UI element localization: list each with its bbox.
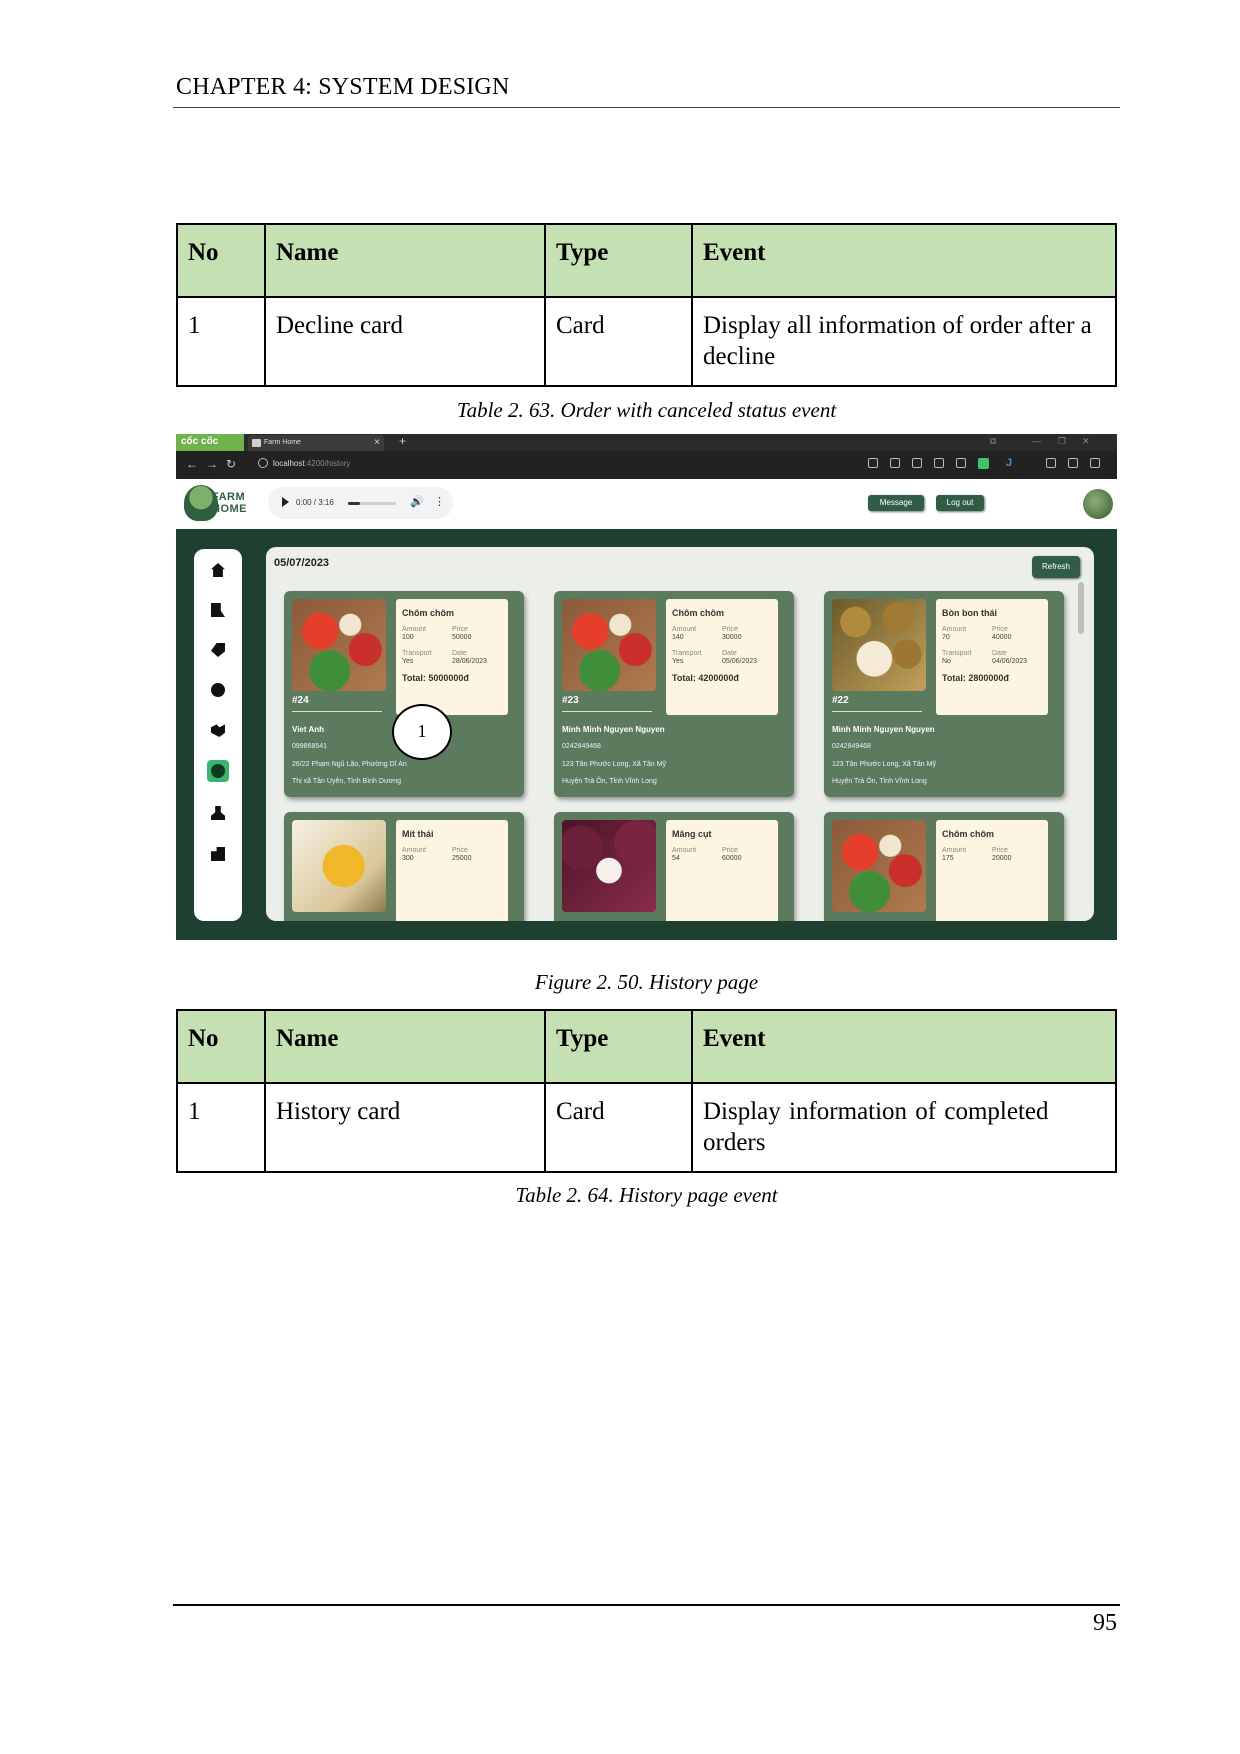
amount-value: 175	[942, 855, 954, 862]
transport-value: No	[942, 658, 951, 665]
tab-title: Farm Home	[264, 439, 301, 446]
history-date: 05/07/2023	[274, 557, 330, 569]
history-card[interactable]	[824, 591, 1064, 797]
product-name: Chôm chôm	[402, 608, 455, 618]
price-value: 30000	[722, 634, 742, 641]
avatar[interactable]	[1083, 489, 1113, 519]
buyer-phone: 099868541	[292, 743, 328, 750]
minimize-icon[interactable]: —	[1032, 436, 1041, 446]
table1-caption: Table 2. 63. Order with canceled status event	[456, 398, 837, 422]
browser-tab-bar	[176, 434, 1117, 451]
buyer-address-line2: Huyện Trà Ôn, Tỉnh Vĩnh Long	[832, 778, 927, 785]
cell-type: Card	[545, 1083, 692, 1172]
price-label: Price	[452, 847, 468, 854]
price-label: Price	[452, 626, 468, 633]
cell-no: 1	[177, 1083, 265, 1172]
site-info-icon[interactable]	[258, 458, 268, 468]
night-mode-icon[interactable]	[934, 458, 944, 468]
order-info-box	[666, 820, 778, 921]
buyer-address-line1: 123 Tân Phước Long, Xã Tân Mỹ	[562, 761, 666, 768]
cell-event: Display all information of order after a decline	[692, 297, 1116, 386]
amount-value: 140	[672, 634, 684, 641]
audio-progress-fill	[348, 502, 360, 505]
new-tab-icon[interactable]: +	[399, 434, 407, 448]
product-name: Bòn bon thái	[942, 608, 997, 618]
amount-value: 70	[942, 634, 950, 641]
order-info-box	[396, 599, 508, 715]
price-label: Price	[722, 626, 738, 633]
amount-value: 300	[402, 855, 414, 862]
col-event-header: Event	[692, 224, 1116, 297]
history-card[interactable]	[824, 812, 1064, 921]
app-header	[176, 479, 1117, 529]
audio-player	[268, 487, 453, 519]
history-page-screenshot	[176, 434, 1117, 940]
maximize-icon[interactable]: ❐	[1058, 436, 1067, 446]
amount-label: Amount	[402, 626, 427, 633]
close-icon[interactable]: ×	[374, 437, 380, 448]
extensions-icon[interactable]	[1046, 458, 1056, 468]
figure-caption: Figure 2. 50. History page	[534, 970, 759, 994]
date-value: 04/06/2023	[992, 658, 1028, 665]
history-event-table	[176, 1009, 1117, 1173]
table-header-row	[177, 1010, 1116, 1083]
back-icon[interactable]: ←	[186, 457, 198, 471]
product-name: Măng cụt	[672, 829, 712, 839]
order-info-box	[396, 820, 508, 921]
col-name-header: Name	[265, 1010, 545, 1083]
amount-value: 54	[672, 855, 680, 862]
play-icon[interactable]	[282, 497, 289, 507]
buyer-address-line1: 26/22 Phạm Ngũ Lão, Phường Dĩ An	[292, 761, 407, 768]
col-no-header: No	[177, 224, 265, 297]
order-info-box	[936, 820, 1048, 921]
col-name-header: Name	[265, 224, 545, 297]
favicon-icon	[252, 439, 261, 447]
order-info-box	[666, 599, 778, 715]
rambutan-image	[292, 599, 386, 691]
table2-caption: Table 2. 64. History page event	[515, 1183, 778, 1207]
order-total: Total: 2800000đ	[942, 673, 1009, 683]
divider	[832, 711, 922, 712]
product-name: Chôm chôm	[942, 829, 995, 839]
history-card[interactable]	[284, 812, 524, 921]
cell-event: Display information of completed orders	[692, 1083, 1116, 1172]
transport-label: Transport	[672, 650, 702, 657]
close-window-icon[interactable]: ✕	[1082, 436, 1090, 446]
order-info-box	[936, 599, 1048, 715]
reload-icon[interactable]: ↻	[226, 457, 237, 471]
star-icon[interactable]	[912, 458, 922, 468]
logo-text: FARM HOME	[212, 491, 247, 515]
history-card[interactable]	[554, 812, 794, 921]
forward-icon[interactable]: →	[206, 457, 218, 471]
date-value: 05/06/2023	[722, 658, 758, 665]
buyer-name: Viet Anh	[292, 725, 325, 734]
order-id: #23	[562, 695, 579, 706]
scrollbar-thumb[interactable]	[1078, 582, 1084, 634]
audio-time: 0:00 / 3:16	[296, 498, 334, 507]
news-icon[interactable]	[207, 843, 229, 865]
price-label: Price	[992, 626, 1008, 633]
user-icon[interactable]	[207, 802, 229, 824]
product-name: Mít thái	[402, 829, 434, 839]
document-search-icon[interactable]	[207, 599, 229, 621]
mangosteen-image	[562, 820, 656, 912]
history-card[interactable]	[554, 591, 794, 797]
price-label: Price	[722, 847, 738, 854]
amount-label: Amount	[942, 626, 967, 633]
date-label: Date	[722, 650, 737, 657]
tab-search-icon[interactable]: ⧉	[990, 436, 997, 446]
transport-label: Transport	[942, 650, 972, 657]
share-icon[interactable]	[890, 458, 900, 468]
price-value: 20000	[992, 855, 1012, 862]
rambutan-image	[832, 820, 926, 912]
more-options-icon[interactable]: ⋮	[434, 496, 445, 508]
profile-icon[interactable]	[1068, 458, 1078, 468]
price-label: Price	[992, 847, 1008, 854]
shield-icon[interactable]	[956, 458, 966, 468]
cell-name: Decline card	[265, 297, 545, 386]
price-value: 25000	[452, 855, 472, 862]
date-value: 28/06/2023	[452, 658, 488, 665]
amount-label: Amount	[942, 847, 967, 854]
order-total: Total: 5000000đ	[402, 673, 469, 683]
amount-label: Amount	[672, 847, 697, 854]
header-rule	[173, 107, 1120, 108]
col-type-header: Type	[545, 224, 692, 297]
handshake-icon[interactable]	[207, 719, 229, 741]
transport-label: Transport	[402, 650, 432, 657]
buyer-address-line2: Huyện Trà Ôn, Tỉnh Vĩnh Long	[562, 778, 657, 785]
price-value: 50000	[452, 634, 472, 641]
table-header-row	[177, 224, 1116, 297]
address-bar	[176, 451, 1117, 479]
browser-tab[interactable]	[248, 435, 384, 451]
order-total: Total: 4200000đ	[672, 673, 739, 683]
table-row	[177, 1083, 1116, 1172]
col-no-header: No	[177, 1010, 265, 1083]
date-label: Date	[992, 650, 1007, 657]
download-extension-icon[interactable]	[978, 458, 989, 469]
refresh-button[interactable]: Refresh	[1032, 556, 1080, 578]
history-card[interactable]	[284, 591, 524, 797]
amount-label: Amount	[402, 847, 427, 854]
col-type-header: Type	[545, 1010, 692, 1083]
cell-no: 1	[177, 297, 265, 386]
chapter-header: CHAPTER 4: SYSTEM DESIGN	[176, 74, 510, 100]
home-icon[interactable]	[207, 559, 229, 581]
extension-j-icon[interactable]: J	[1006, 457, 1013, 469]
amount-value: 100	[402, 634, 414, 641]
col-event-header: Event	[692, 1010, 1116, 1083]
history-panel	[266, 547, 1094, 921]
amount-label: Amount	[672, 626, 697, 633]
price-tag-icon[interactable]	[207, 639, 229, 661]
order-id: #24	[292, 695, 309, 706]
decline-event-table	[176, 223, 1117, 387]
order-id: #22	[832, 695, 849, 706]
scrollbar[interactable]	[1078, 582, 1084, 908]
buyer-phone: 0242849468	[562, 743, 601, 750]
key-icon[interactable]	[868, 458, 878, 468]
history-icon[interactable]	[207, 760, 229, 782]
product-name: Chôm chôm	[672, 608, 725, 618]
longan-image	[832, 599, 926, 691]
audio-progress-slider[interactable]	[348, 502, 396, 505]
rambutan-image	[562, 599, 656, 691]
transport-value: Yes	[402, 658, 414, 665]
fruit-icon[interactable]	[207, 679, 229, 701]
cell-name: History card	[265, 1083, 545, 1172]
price-value: 60000	[722, 855, 742, 862]
buyer-name: Minh Minh Nguyen Nguyen	[832, 725, 935, 734]
sidebar	[194, 549, 242, 921]
date-label: Date	[452, 650, 467, 657]
buyer-phone: 0242849468	[832, 743, 871, 750]
table-row	[177, 297, 1116, 386]
volume-icon[interactable]: 🔊	[410, 496, 424, 508]
jackfruit-image	[292, 820, 386, 912]
buyer-address-line1: 123 Tân Phước Long, Xã Tân Mỹ	[832, 761, 936, 768]
browser-brand[interactable]: cốc cốc	[176, 434, 244, 451]
divider	[292, 711, 382, 712]
message-button[interactable]: Message	[868, 495, 924, 511]
buyer-address-line2: Thị xã Tân Uyên, Tỉnh Bình Dương	[292, 778, 402, 785]
downloads-icon[interactable]	[1090, 458, 1100, 468]
divider	[562, 711, 652, 712]
buyer-name: Minh Minh Nguyen Nguyen	[562, 725, 665, 734]
page-number: 95	[1093, 1610, 1117, 1636]
cell-type: Card	[545, 297, 692, 386]
price-value: 40000	[992, 634, 1012, 641]
footer-rule	[173, 1604, 1120, 1606]
callout-marker: 1	[392, 704, 452, 760]
url-field[interactable]: localhost:4200/history	[273, 459, 351, 468]
transport-value: Yes	[672, 658, 684, 665]
logout-button[interactable]: Log out	[936, 495, 984, 511]
